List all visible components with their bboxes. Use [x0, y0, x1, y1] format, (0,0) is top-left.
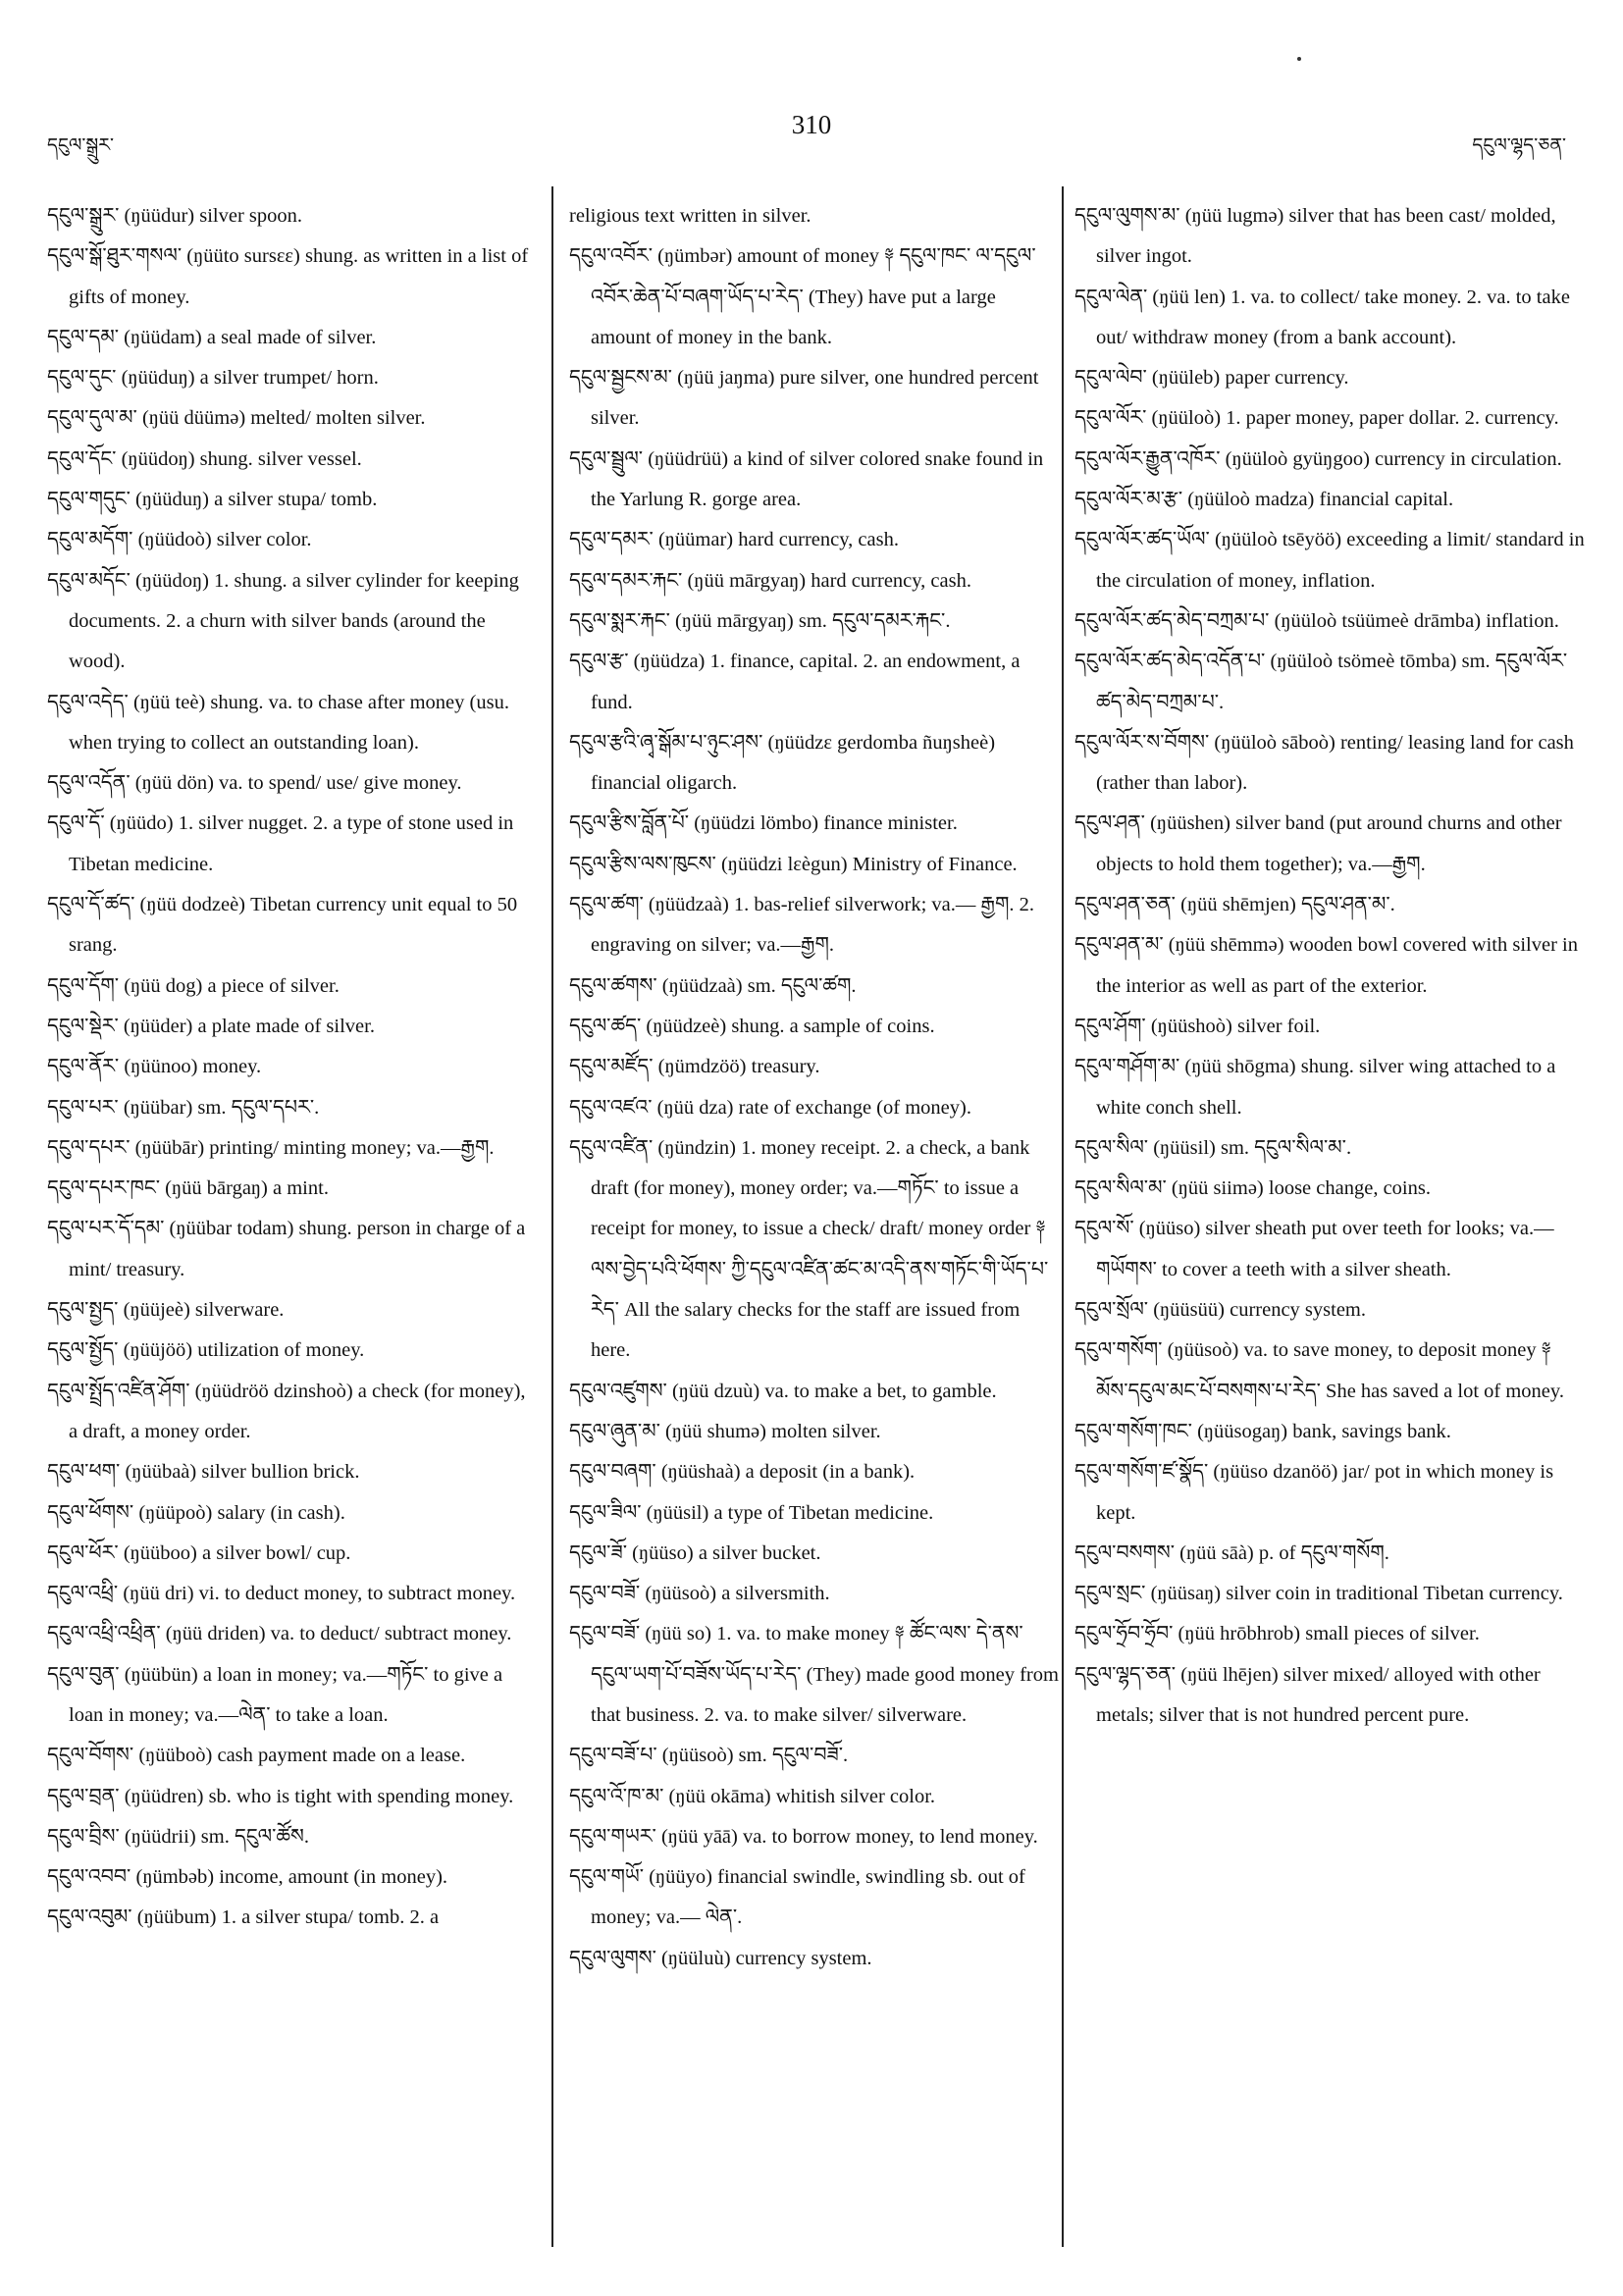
- dictionary-entry: དངུལ་སྲོལ་ (ŋüüsüü) currency system.: [1074, 1299, 1367, 1322]
- dictionary-entry: དངུལ་སོ་ (ŋüüso) silver sheath put over teeth for looks; va.—གཡོགས་ to cover a teeth with a silver sheath.: [1074, 1218, 1554, 1280]
- dictionary-entry: དངུལ་གསོག་ཁང་ (ŋüüsogaŋ) bank, savings bank.: [1074, 1420, 1451, 1442]
- dictionary-entry: དངུལ་ཕོགས་ (ŋüüpoò) salary (in cash).: [47, 1501, 345, 1524]
- dictionary-entry: དངུལ་པར་ (ŋüübar) sm. དངུལ་དཔར་.: [47, 1096, 320, 1119]
- dictionary-entry: དངུལ་རྩ་ (ŋüüdza) 1. finance, capital. 2. an endowment, a fund.: [569, 651, 1021, 713]
- dictionary-entry: དངུལ་རྩིས་ལས་ཁུངས་ (ŋüüdzi lεègun) Ministry of Finance.: [569, 853, 1018, 875]
- dictionary-entry: དངུལ་གདུང་ (ŋüüduŋ) a silver stupa/ tomb.: [47, 489, 378, 511]
- dictionary-entry: དངུལ་གཤོག་མ་ (ŋüü shōgma) shung. silver wing attached to a white conch shell.: [1074, 1056, 1556, 1119]
- dictionary-entry: དངུལ་འབོར་ (ŋümbər) amount of money ༈ དངུལ་ཁང་ ལ་དངུལ་འབོར་ཆེན་པོ་བཞག་ཡོད་པ་རེད་ (They) have put a large amount of money in the bank.: [569, 245, 1036, 348]
- dictionary-entry: དངུལ་འཛའ་ (ŋüü dza) rate of exchange (of money).: [569, 1096, 971, 1119]
- dictionary-entry: དངུལ་སྤྱོད་ (ŋüüjöö) utilization of money.: [47, 1339, 365, 1362]
- dictionary-entry: དངུལ་ཤོག་ (ŋüüshoò) silver foil.: [1074, 1015, 1321, 1037]
- dictionary-entry: དངུལ་ཤན་ (ŋüüshen) silver band (put around churns and other objects to hold them together); va.—རྒྱག.: [1074, 812, 1562, 875]
- dictionary-entry: དངུལ་འཛུགས་ (ŋüü dzuù) va. to make a bet, to gamble.: [569, 1380, 997, 1402]
- dictionary-entry: དངུལ་དཔར་ཁང་ (ŋüü bārgaŋ) a mint.: [47, 1177, 329, 1200]
- dictionary-entry: དངུལ་མདོག་ (ŋüüdoò) silver color.: [47, 529, 312, 551]
- dictionary-entry: དངུལ་བྲན་ (ŋüüdren) sb. who is tight with spending money.: [47, 1785, 514, 1807]
- dictionary-column-1: [47, 196, 538, 2247]
- dictionary-entry: དངུལ་འོ་ཁ་མ་ (ŋüü okāma) whitish silver color.: [569, 1785, 936, 1807]
- dictionary-entry: དངུལ་ཞུན་མ་ (ŋüü shumə) molten silver.: [569, 1420, 881, 1442]
- dictionary-entry: དངུལ་དོང་ (ŋüüdoŋ) shung. silver vessel.: [47, 447, 362, 470]
- dictionary-entry: དངུལ་བྲིས་ (ŋüüdrii) sm. དངུལ་ཚོས.: [47, 1825, 309, 1848]
- dictionary-entry: དངུལ་འདོན་ (ŋüü dön) va. to spend/ use/ give money.: [47, 772, 462, 795]
- dictionary-column-3: [1074, 196, 1585, 2247]
- dictionary-entry: དངུལ་ལེབ་ (ŋüüleb) paper currency.: [1074, 367, 1349, 390]
- dictionary-entry: དངུལ་ནོར་ (ŋüünoo) money.: [47, 1056, 262, 1078]
- dictionary-entry: དངུལ་ཟིལ་ (ŋüüsil) a type of Tibetan medicine.: [569, 1501, 934, 1524]
- dictionary-entry: དངུལ་དུལ་མ་ (ŋüü düümə) melted/ molten silver.: [47, 407, 426, 430]
- dictionary-entry: དངུལ་སྡེར་ (ŋüüder) a plate made of silver.: [47, 1015, 375, 1037]
- dictionary-entry: དངུལ་ལྷད་ཅན་ (ŋüü lhējen) silver mixed/ alloyed with other metals; silver that is not hundred percent pure.: [1074, 1663, 1541, 1726]
- dictionary-entry: དངུལ་དཔར་ (ŋüübār) printing/ minting money; va.—རྒྱག.: [47, 1136, 495, 1159]
- dictionary-entry: དངུལ་སྒོ་ཐུར་གསལ་ (ŋüüto sursεε) shung. as written in a list of gifts of money.: [47, 245, 529, 308]
- dictionary-entry: དངུལ་བཟོ་པ་ (ŋüüsoò) sm. དངུལ་བཟོ་.: [569, 1745, 849, 1767]
- dictionary-entry: དངུལ་སིལ་མ་ (ŋüü siimə) loose change, coins.: [1074, 1177, 1431, 1200]
- page-number: 310: [791, 110, 832, 139]
- dictionary-entry: དངུལ་གཡར་ (ŋüü yāā) va. to borrow money, to lend money.: [569, 1825, 1038, 1848]
- dictionary-entry: དངུལ་ལོར་ཚད་མེད་འདོན་པ་ (ŋüüloò tsömeè tōmba) sm. དངུལ་ལོར་ཚད་མེད་བཀྲམ་པ་.: [1074, 651, 1568, 713]
- dictionary-entry: དངུལ་དུང་ (ŋüüduŋ) a silver trumpet/ horn.: [47, 367, 379, 390]
- dictionary-entry: དངུལ་ལུགས་མ་ (ŋüü lugmə) silver that has been cast/ molded, silver ingot.: [1074, 205, 1556, 268]
- dictionary-entry: དངུལ་ཟོ་ (ŋüüso) a silver bucket.: [569, 1541, 821, 1564]
- dictionary-entry: དངུལ་དམར་རྐང་ (ŋüü mārgyaŋ) hard currency, cash.: [569, 569, 971, 592]
- dictionary-entry: དངུལ་ཧྲོབ་ཧྲོབ་ (ŋüü hrōbhrob) small pieces of silver.: [1074, 1623, 1480, 1645]
- dictionary-entry: དངུལ་དམ་ (ŋüüdam) a seal made of silver.: [47, 326, 377, 348]
- dictionary-entry: དངུལ་འཕྲི་ (ŋüü dri) vi. to deduct money, to subtract money.: [47, 1583, 516, 1605]
- dictionary-entry: དངུལ་སྨར་རྐང་ (ŋüü mārgyaŋ) sm. དངུལ་དམར་རྐང་.: [569, 609, 951, 632]
- dictionary-entry: དངུལ་ལུགས་ (ŋüüluù) currency system.: [569, 1947, 872, 1969]
- dictionary-entry: དངུལ་པར་དོ་དམ་ (ŋüübar todam) shung. person in charge of a mint/ treasury.: [47, 1218, 526, 1280]
- dictionary-entry: དངུལ་གསོག་ (ŋüüsoò) va. to save money, to deposit money ༈ མོས་དངུལ་མང་པོ་བསགས་པ་རེད་ She has saved a lot of money.: [1074, 1339, 1564, 1402]
- dictionary-entry: དངུལ་ལེན་ (ŋüü len) 1. va. to collect/ take money. 2. va. to take out/ withdraw money (from a bank account).: [1074, 286, 1570, 348]
- dictionary-entry: དངུལ་སྦྱངས་མ་ (ŋüü jaŋma) pure silver, one hundred percent silver.: [569, 367, 1039, 430]
- dictionary-entry: དངུལ་བསགས་ (ŋüü sāà) p. of དངུལ་གསོག.: [1074, 1541, 1389, 1564]
- dictionary-entry: དངུལ་སྲང་ (ŋüüsaŋ) silver coin in traditional Tibetan currency.: [1074, 1583, 1563, 1605]
- dictionary-entry: དངུལ་སྦྲུལ་ (ŋüüdrüü) a kind of silver colored snake found in the Yarlung R. gorge area.: [569, 447, 1044, 511]
- header-guide-right: དངུལ་ལྷད་ཅན་: [1472, 134, 1566, 156]
- dictionary-entry: དངུལ་རྩའི་ཞྭ་སྒོམ་པ་ཉུང་ཤས་ (ŋüüdzε gerdomba ñuŋsheè) financial oligarch.: [569, 731, 996, 795]
- dictionary-entry: དངུལ་སིལ་ (ŋüüsil) sm. དངུལ་སིལ་མ་.: [1074, 1136, 1352, 1159]
- dictionary-entry: དངུལ་བཟོ་ (ŋüü so) 1. va. to make money ༈ ཚོང་ལས་ དེ་ནས་དངུལ་ཡག་པོ་བཟོས་ཡོད་པ་རེད་ (They) made good money from that business. 2. va. to make silver/ silverware.: [569, 1623, 1059, 1726]
- column-divider-2: [1062, 186, 1064, 2247]
- dictionary-entry: དངུལ་ཚད་ (ŋüüdzeè) shung. a sample of coins.: [569, 1015, 935, 1037]
- dictionary-entry: དངུལ་བོགས་ (ŋüüboò) cash payment made on a lease.: [47, 1745, 466, 1767]
- dictionary-entry: དངུལ་འཕྲི་འཕྲིན་ (ŋüü driden) va. to deduct/ subtract money.: [47, 1623, 512, 1645]
- dictionary-entry: དངུལ་སྤྲོད་འཛིན་ཤོག་ (ŋüüdröö dzinshoò) a check (for money), a draft, a money order.: [47, 1380, 526, 1442]
- dictionary-entry: དངུལ་འབུམ་ (ŋüübum) 1. a silver stupa/ tomb. 2. a: [47, 1906, 440, 1929]
- dictionary-entry: དངུལ་འདེད་ (ŋüü teè) shung. va. to chase after money (usu. when trying to collect an outstanding loan).: [47, 691, 509, 754]
- dictionary-entry: དངུལ་འབབ་ (ŋümbəb) income, amount (in money).: [47, 1866, 448, 1889]
- dictionary-entry: religious text written in silver.: [569, 205, 812, 227]
- dictionary-entry: དངུལ་ཕག་ (ŋüübaà) silver bullion brick.: [47, 1461, 360, 1484]
- dictionary-entry: དངུལ་དོ་ (ŋüüdo) 1. silver nugget. 2. a type of stone used in Tibetan medicine.: [47, 812, 514, 875]
- dictionary-entry: དངུལ་ཤན་མ་ (ŋüü shēmmə) wooden bowl covered with silver in the interior as well as part of the exterior.: [1074, 934, 1578, 997]
- dictionary-entry: དངུལ་གཡོ་ (ŋüüyo) financial swindle, swindling sb. out of money; va.— ལེན་.: [569, 1866, 1025, 1929]
- page-dot-mark: [1297, 57, 1301, 61]
- dictionary-entry: དངུལ་རྩིས་བློན་པོ་ (ŋüüdzi lömbo) finance minister.: [569, 812, 958, 835]
- column-divider-1: [551, 186, 553, 2247]
- dictionary-entry: དངུལ་ཚགས་ (ŋüüdzaà) sm. དངུལ་ཚག.: [569, 974, 857, 997]
- dictionary-entry: དངུལ་དོག་ (ŋüü dog) a piece of silver.: [47, 974, 340, 997]
- dictionary-column-2: [569, 196, 1060, 2247]
- dictionary-entry: དངུལ་སྒྲུར་ (ŋüüdur) silver spoon.: [47, 205, 303, 227]
- dictionary-entry: དངུལ་ཕོར་ (ŋüüboo) a silver bowl/ cup.: [47, 1541, 351, 1564]
- dictionary-entry: དངུལ་མཛོད་ (ŋümdzöö) treasury.: [569, 1056, 820, 1078]
- dictionary-entry: དངུལ་བུན་ (ŋüübün) a loan in money; va.—གཏོང་ to give a loan in money; va.—ལེན་ to take a loan.: [47, 1663, 503, 1726]
- dictionary-entry: དངུལ་གསོག་ཛ་སྣོད་ (ŋüüso dzanöö) jar/ pot in which money is kept.: [1074, 1461, 1554, 1524]
- dictionary-entry: དངུལ་དོ་ཚད་ (ŋüü dodzeè) Tibetan currency unit equal to 50 srang.: [47, 894, 518, 957]
- dictionary-entry: དངུལ་ལོར་ཚད་ཡོལ་ (ŋüüloò tsēyöö) exceeding a limit/ standard in the circulation of money, inflation.: [1074, 529, 1585, 592]
- dictionary-entry: དངུལ་ལོར་ཚད་མེད་བཀྲམ་པ་ (ŋüüloò tsüümeè drāmba) inflation.: [1074, 609, 1559, 632]
- dictionary-entry: དངུལ་ཚག་ (ŋüüdzaà) 1. bas-relief silverwork; va.— རྒྱག. 2. engraving on silver; va.—རྒྱག.: [569, 894, 1035, 957]
- dictionary-entry: དངུལ་ལོར་རྒྱུན་འཁོར་ (ŋüüloò gyüŋgoo) currency in circulation.: [1074, 447, 1562, 470]
- header-guide-left: དངུལ་སྒྲུར་: [47, 134, 115, 156]
- dictionary-entry: དངུལ་བཞག་ (ŋüüshaà) a deposit (in a bank).: [569, 1461, 916, 1484]
- dictionary-entry: དངུལ་སྤྱད་ (ŋüüjeè) silverware.: [47, 1299, 285, 1322]
- dictionary-entry: དངུལ་ལོར་ (ŋüüloò) 1. paper money, paper dollar. 2. currency.: [1074, 407, 1559, 430]
- dictionary-entry: དངུལ་དམར་ (ŋüümar) hard currency, cash.: [569, 529, 899, 551]
- dictionary-entry: དངུལ་བཟོ་ (ŋüüsoò) a silversmith.: [569, 1583, 830, 1605]
- dictionary-entry: དངུལ་མདོང་ (ŋüüdoŋ) 1. shung. a silver cylinder for keeping documents. 2. a churn with silver bands (around the wood).: [47, 569, 519, 673]
- dictionary-entry: དངུལ་འཛིན་ (ŋündzin) 1. money receipt. 2. a check, a bank draft (for money), money order; va.—གཏོང་ to issue a receipt for money, to issue a check/ draft/ money order ༈ ལས་བྱེད་པའི་ཕོགས་ ཀྱི་དངུལ་འཛིན་ཚང་མ་འདི་ནས་གཏོང་གི་ཡོད་པ་རེད་ All the salary checks for the staff are issued from here.: [569, 1136, 1049, 1362]
- dictionary-entry: དངུལ་ལོར་ས་བོགས་ (ŋüüloò sāboò) renting/ leasing land for cash (rather than labor).: [1074, 731, 1574, 795]
- dictionary-entry: དངུལ་ལོར་མ་རྩ་ (ŋüüloò madza) financial capital.: [1074, 489, 1454, 511]
- dictionary-entry: དངུལ་ཤན་ཅན་ (ŋüü shēmjen) དངུལ་ཤན་མ་.: [1074, 894, 1395, 916]
